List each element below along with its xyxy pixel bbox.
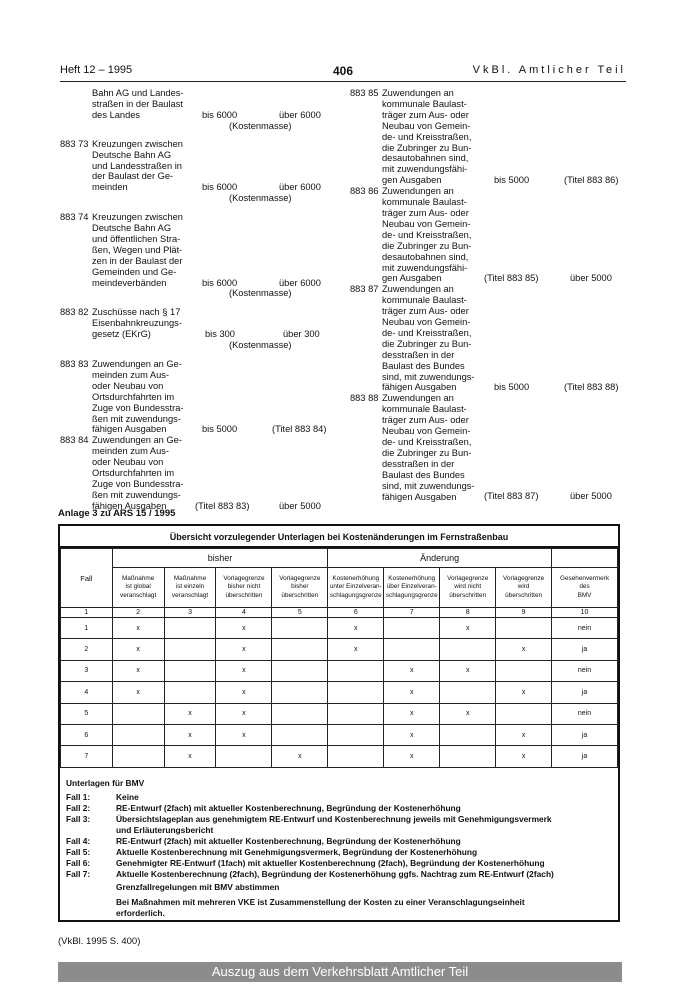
row-cell: x xyxy=(384,703,440,724)
row-cell: x xyxy=(496,724,552,745)
column-number: 9 xyxy=(496,608,552,618)
row-cell xyxy=(328,746,384,767)
page-number: 406 xyxy=(332,64,354,78)
note-row xyxy=(66,836,611,847)
table-title: Übersicht vorzulegender Unterlagen bei Kostenänderungen im Fernstraßenbau xyxy=(60,526,618,548)
note-text: RE-Entwurf (2fach) mit aktueller Kostenberechnung, Begründung der Kostenerhöhung xyxy=(116,836,461,846)
row-cell xyxy=(384,618,440,639)
table-row xyxy=(61,724,618,745)
row-cell: x xyxy=(112,618,164,639)
column-header-9: Vorlagegrenze wird überschritten xyxy=(496,568,552,608)
note-row xyxy=(66,792,611,803)
table-row xyxy=(61,660,618,681)
row-cell xyxy=(112,724,164,745)
row-cell: x xyxy=(328,639,384,660)
note-label: Fall 2: xyxy=(66,803,91,813)
note-text: Genehmigter RE-Entwurf (1fach) mit aktueller Kostenberechnung (2fach), Begründung der Kostenerhöhung xyxy=(116,858,545,868)
note-label: Fall 1: xyxy=(66,792,91,802)
entry-value-upper: über 300 xyxy=(283,329,320,340)
entry-value-lower: bis 6000 xyxy=(202,182,238,193)
note-row xyxy=(66,847,611,858)
column-header-4: Vorlagegrenze bisher nicht überschritten xyxy=(216,568,272,608)
footer-banner: Auszug aus dem Verkehrsblatt Amtlicher Teil xyxy=(58,962,622,982)
row-cell xyxy=(328,703,384,724)
table-row xyxy=(61,682,618,703)
row-cell: x xyxy=(216,682,272,703)
notes-list xyxy=(66,792,611,880)
entry-text: Zuwendungen an kommunale Baulast- träger zum Aus- oder Neubau von Gemein- de- und Kreisstraßen, die Zubringer zu Bun- desautobahnen sind, mit zuwendungsfähi- gen Ausgaben xyxy=(382,186,472,284)
row-cell: x xyxy=(496,746,552,767)
note-text: Keine xyxy=(116,792,139,802)
column-header-2: Maßnahme ist global veranschlagt xyxy=(112,568,164,608)
entry-text: Zuwendungen an Ge- meinden zum Aus- oder Neubau von Ortsdurchfahrten im Zuge von Bundesstra- ßen mit zuwendungs- fähigen Ausgaben xyxy=(92,358,184,435)
row-cell: x xyxy=(216,724,272,745)
budget-entry xyxy=(350,186,630,284)
row-cell xyxy=(112,746,164,767)
row-bmv-value: nein xyxy=(552,660,618,681)
row-cell xyxy=(328,724,384,745)
row-cell xyxy=(272,724,328,745)
row-cell xyxy=(272,639,328,660)
entry-number: 883 88 xyxy=(350,393,379,404)
anlage-title: Anlage 3 zu ARS 15 / 1995 xyxy=(58,508,176,519)
entry-value-lower: (Titel 883 83) xyxy=(195,500,250,511)
row-cell: x xyxy=(384,660,440,681)
entry-value-lower: bis 6000 xyxy=(202,109,238,120)
overview-table xyxy=(60,548,618,768)
publication-title: VkBl. Amtlicher Teil xyxy=(472,64,626,76)
note-row xyxy=(66,869,611,880)
row-cell xyxy=(272,682,328,703)
row-cell xyxy=(164,660,216,681)
entry-text: Bahn AG und Landes- straßen in der Baulast des Landes xyxy=(92,88,184,120)
column-header-10: Gesehenvermerk des BMV xyxy=(552,568,618,608)
note-text: RE-Entwurf (2fach) mit aktueller Kostenberechnung, Begründung der Kostenerhöhung xyxy=(116,803,461,813)
row-cell: x xyxy=(440,660,496,681)
group-aenderung: Änderung xyxy=(328,549,552,568)
entry-value-upper: über 5000 xyxy=(570,491,612,502)
row-cell: x xyxy=(164,724,216,745)
entry-value-lower: (Titel 883 87) xyxy=(484,491,539,502)
row-cell: x xyxy=(440,618,496,639)
row-fall-number: 3 xyxy=(61,660,113,681)
page-header xyxy=(60,64,626,80)
row-fall-number: 6 xyxy=(61,724,113,745)
column-number: 5 xyxy=(272,608,328,618)
budget-entry xyxy=(60,138,350,204)
row-cell xyxy=(272,618,328,639)
row-bmv-value: ja xyxy=(552,639,618,660)
group-empty xyxy=(552,549,618,568)
entry-value-lower: bis 5000 xyxy=(494,382,530,393)
entry-number: 883 74 xyxy=(60,212,89,223)
entry-value-upper: über 6000 xyxy=(279,277,321,288)
row-cell: x xyxy=(216,618,272,639)
column-number: 1 xyxy=(61,608,113,618)
budget-entry xyxy=(60,307,350,351)
table-row xyxy=(61,639,618,660)
row-cell xyxy=(164,639,216,660)
row-cell: x xyxy=(112,660,164,681)
notes-block xyxy=(66,778,611,919)
note-row xyxy=(66,858,611,869)
table-row xyxy=(61,746,618,767)
row-cell xyxy=(164,682,216,703)
entry-number: 883 85 xyxy=(350,88,379,98)
row-cell xyxy=(272,660,328,681)
row-cell xyxy=(440,682,496,703)
entry-value-upper: (Titel 883 88) xyxy=(564,382,619,393)
row-bmv-value: ja xyxy=(552,724,618,745)
entry-number: 883 82 xyxy=(60,307,89,318)
entry-kostenmasse: (Kostenmasse) xyxy=(229,288,292,299)
row-cell xyxy=(440,639,496,660)
row-cell: x xyxy=(440,703,496,724)
row-cell xyxy=(164,618,216,639)
column-number: 3 xyxy=(164,608,216,618)
entry-number: 883 83 xyxy=(60,358,89,369)
row-fall-number: 7 xyxy=(61,746,113,767)
note-label: Fall 5: xyxy=(66,847,91,857)
left-column xyxy=(60,88,350,520)
final-note-text: Bei Maßnahmen mit mehreren VKE ist Zusammenstellung der Kosten zu einer Veranschlagungseinheit erforderlich. xyxy=(116,897,525,918)
row-bmv-value: ja xyxy=(552,682,618,703)
entry-text: Zuwendungen an Ge- meinden zum Aus- oder Neubau von Ortsdurchfahrten im Zuge von Bundesstra- ßen mit zuwendungs- fähigen Ausgaben xyxy=(92,435,184,511)
row-fall-number: 2 xyxy=(61,639,113,660)
budget-entry xyxy=(60,359,350,435)
entry-text: Zuschüsse nach § 17 Eisenbahnkreuzungs- gesetz (EKrG) xyxy=(92,307,182,340)
column-header-row xyxy=(61,568,618,608)
budget-entry xyxy=(350,393,630,502)
row-cell: x xyxy=(112,682,164,703)
entry-value-lower: bis 5000 xyxy=(494,175,530,186)
entry-kostenmasse: (Kostenmasse) xyxy=(229,193,292,204)
entry-value-upper: (Titel 883 84) xyxy=(272,424,327,435)
row-cell: x xyxy=(384,682,440,703)
budget-entry xyxy=(350,284,630,393)
row-cell xyxy=(440,746,496,767)
entry-number: 883 73 xyxy=(60,138,89,149)
row-cell: x xyxy=(496,639,552,660)
note-label: Fall 3: xyxy=(66,814,91,824)
row-cell xyxy=(328,660,384,681)
entry-value-upper: über 5000 xyxy=(570,273,612,284)
row-cell xyxy=(496,618,552,639)
note-text: Aktuelle Kostenberechnung (2fach), Begründung der Kostenerhöhung ggfs. Nachtrag zum RE-Entwurf (2fach) xyxy=(116,869,554,879)
note-text: Übersichtslageplan aus genehmigtem RE-Entwurf und Kostenberechnung jeweils mit Genehmigungsvermerk und Erläuterungsbericht xyxy=(116,814,552,835)
note-text: Aktuelle Kostenberechnung mit Genehmigungsvermerk, Begründung der Kostenerhöhung xyxy=(116,847,478,857)
note-row xyxy=(66,803,611,814)
table-row xyxy=(61,618,618,639)
row-fall-number: 4 xyxy=(61,682,113,703)
header-divider xyxy=(60,81,626,82)
column-header-8: Vorlagegrenze wird nicht überschritten xyxy=(440,568,496,608)
row-fall-number: 1 xyxy=(61,618,113,639)
col-fall-header: Fall xyxy=(61,549,113,608)
entry-value-lower: bis 300 xyxy=(205,329,235,340)
column-number: 7 xyxy=(384,608,440,618)
entry-kostenmasse: (Kostenmasse) xyxy=(229,340,292,351)
budget-entry xyxy=(60,435,350,511)
row-cell: x xyxy=(216,660,272,681)
entry-text: Zuwendungen an kommunale Baulast- träger zum Aus- oder Neubau von Gemein- de- und Kreisstraßen, die Zubringer zu Bun- desautobahnen sind, mit zuwendungsfähi- gen Ausgaben xyxy=(382,88,472,186)
budget-entry xyxy=(350,88,630,186)
citation: (VkBl. 1995 S. 400) xyxy=(58,936,141,947)
row-cell: x xyxy=(112,639,164,660)
entry-value-lower: bis 5000 xyxy=(202,424,238,435)
row-bmv-value: ja xyxy=(552,746,618,767)
column-number: 4 xyxy=(216,608,272,618)
entry-value-lower: bis 6000 xyxy=(202,277,238,288)
entry-text: Kreuzungen zwischen Deutsche Bahn AG und Landesstraßen in der Baulast der Ge- meinden xyxy=(92,138,183,193)
group-bisher: bisher xyxy=(112,549,328,568)
column-number: 2 xyxy=(112,608,164,618)
entry-number: 883 86 xyxy=(350,186,379,197)
final-note xyxy=(116,897,611,919)
row-cell: x xyxy=(328,618,384,639)
note-label: Fall 7: xyxy=(66,869,91,879)
budget-entry xyxy=(60,88,350,131)
right-column xyxy=(350,88,630,502)
extra-note: Grenzfallregelungen mit BMV abstimmen xyxy=(116,882,280,892)
row-cell xyxy=(384,639,440,660)
entry-kostenmasse: (Kostenmasse) xyxy=(229,120,292,131)
note-row xyxy=(66,814,611,836)
row-cell xyxy=(112,703,164,724)
entry-value-upper: (Titel 883 86) xyxy=(564,175,619,186)
note-label: Fall 6: xyxy=(66,858,91,868)
notes-heading: Unterlagen für BMV xyxy=(66,778,145,788)
table-row xyxy=(61,703,618,724)
row-bmv-value: nein xyxy=(552,618,618,639)
column-header-7: Kostenerhöhung über Einzelveran- schlagungsgrenze xyxy=(384,568,440,608)
column-header-6: Kostenerhöhung unter Einzelveran- schlagungsgrenze xyxy=(328,568,384,608)
row-cell xyxy=(496,660,552,681)
row-cell xyxy=(440,724,496,745)
entry-value-upper: über 6000 xyxy=(279,109,321,120)
issue-label: Heft 12 – 1995 xyxy=(60,64,133,76)
column-header-3: Maßnahme ist einzeln veranschlagt xyxy=(164,568,216,608)
row-cell xyxy=(328,682,384,703)
column-number: 6 xyxy=(328,608,384,618)
row-cell: x xyxy=(164,703,216,724)
row-cell xyxy=(496,703,552,724)
entry-value-upper: über 5000 xyxy=(279,500,321,511)
row-cell: x xyxy=(272,746,328,767)
column-number: 10 xyxy=(552,608,618,618)
row-cell: x xyxy=(216,703,272,724)
entry-value-lower: (Titel 883 85) xyxy=(484,273,539,284)
row-cell: x xyxy=(496,682,552,703)
note-label: Fall 4: xyxy=(66,836,91,846)
row-cell: x xyxy=(164,746,216,767)
entry-number: 883 84 xyxy=(60,435,89,446)
row-bmv-value: nein xyxy=(552,703,618,724)
row-cell: x xyxy=(216,639,272,660)
column-number: 8 xyxy=(440,608,496,618)
row-cell xyxy=(272,703,328,724)
entry-text: Zuwendungen an kommunale Baulast- träger zum Aus- oder Neubau von Gemein- de- und Kreisstraßen, die Zubringer zu Bun- desstraßen in der Baulast des Bundes sind, mit zuwendungs- fähigen Ausgaben xyxy=(382,284,475,393)
entry-text: Kreuzungen zwischen Deutsche Bahn AG und öffentlichen Stra- ßen, Wegen und Plät- zen in der Baulast der Gemeinden und Ge- meindeverbänden xyxy=(92,212,183,288)
row-cell xyxy=(216,746,272,767)
column-header-5: Vorlagegrenze bisher überschritten xyxy=(272,568,328,608)
row-cell: x xyxy=(384,746,440,767)
row-fall-number: 5 xyxy=(61,703,113,724)
budget-entry xyxy=(60,212,350,299)
entry-value-upper: über 6000 xyxy=(279,182,321,193)
column-number-row xyxy=(61,608,618,618)
entry-number: 883 87 xyxy=(350,284,379,295)
row-cell: x xyxy=(384,724,440,745)
overview-table-box xyxy=(58,524,620,922)
entry-text: Zuwendungen an kommunale Baulast- träger zum Aus- oder Neubau von Gemein- de- und Kreisstraßen, die Zubringer zu Bun- desstraßen in der Baulast des Bundes sind, mit zuwendungs- fähigen Ausgaben xyxy=(382,393,475,502)
